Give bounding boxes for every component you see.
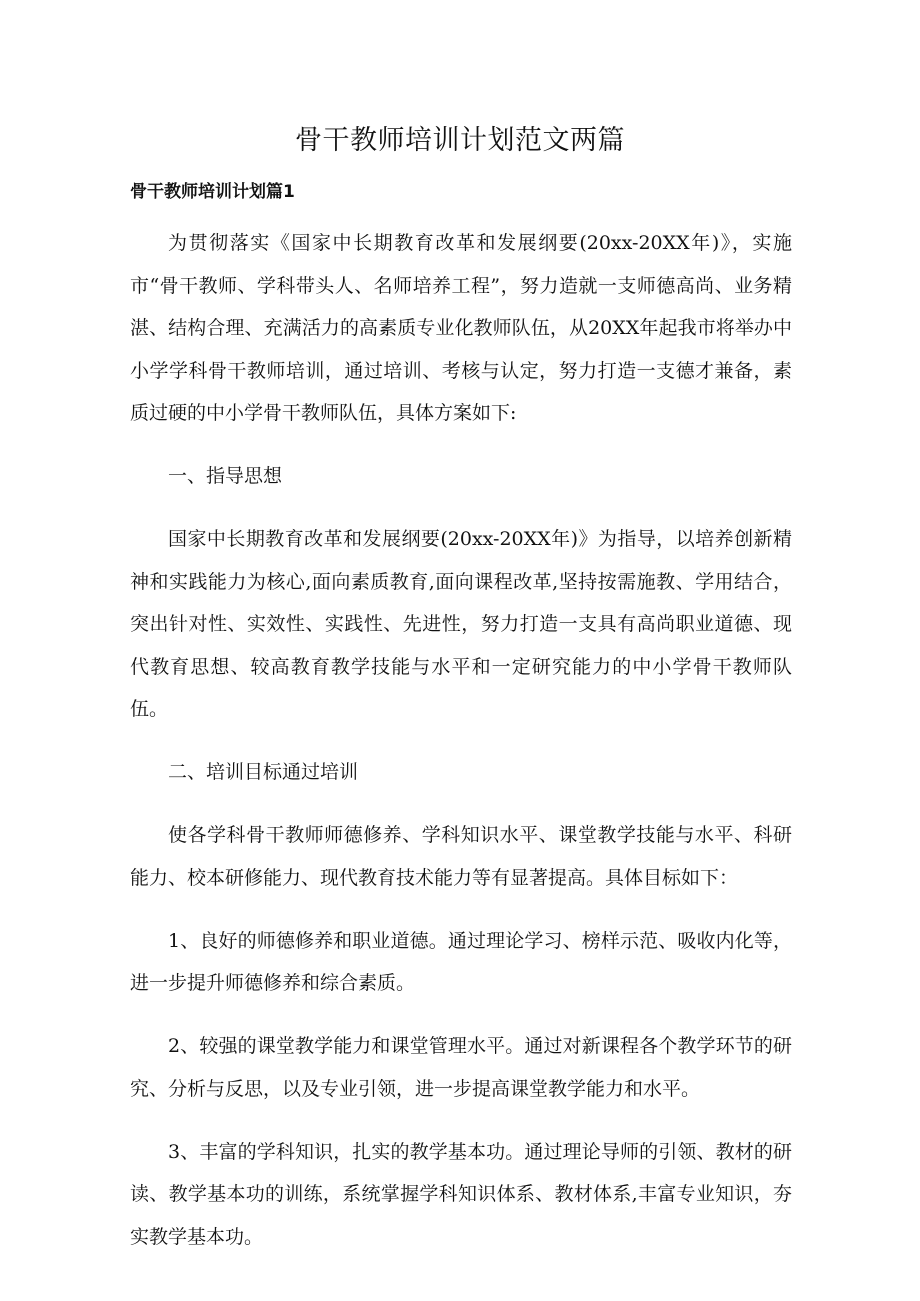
paragraph-intro: 为贯彻落实《国家中长期教育改革和发展纲要(20xx-20XX年)》，实施市“骨干教师、学科带头人、名师培养工程”，努力造就一支师德高尚、业务精湛、结构合理、充满活力的高素质专业化教师队伍，从20XX年起我市将举办中小学学科骨干教师培训，通过培训、考核与认定，努力打造一支德才兼备，素质过硬的中小学骨干教师队伍，具体方案如下:: [130, 232, 792, 424]
heading-guiding-ideology: 一、指导思想: [168, 465, 283, 487]
paragraph-goal-1: 1、良好的师德修养和职业道德。通过理论学习、榜样示范、吸收内化等，进一步提升师德修养和综合素质。: [130, 929, 792, 994]
heading-training-goals: 二、培训目标通过培训: [168, 761, 359, 783]
paragraph-training-goals: 使各学科骨干教师师德修养、学科知识水平、课堂教学技能与水平、科研能力、校本研修能力、现代教育技术能力等有显著提高。具体目标如下：: [130, 824, 792, 889]
document-title: 骨干教师培训计划范文两篇: [295, 125, 625, 156]
paragraph-goal-2: 2、较强的课堂教学能力和课堂管理水平。通过对新课程各个教学环节的研究、分析与反思，以及专业引领，进一步提高课堂教学能力和水平。: [130, 1035, 792, 1100]
paragraph-goal-3: 3、丰富的学科知识，扎实的教学基本功。通过理论导师的引领、教材的研读、教学基本功的训练，系统掌握学科知识体系、教材体系,丰富专业知识，夯实教学基本功。: [130, 1140, 792, 1248]
document-body: [130, 222, 792, 1279]
paragraph-guiding-ideology: 国家中长期教育改革和发展纲要(20xx-20XX年)》为指导，以培养创新精神和实践能力为核心,面向素质教育,面向课程改革,坚持按需施教、学用结合，突出针对性、实效性、实践性、先进性，努力打造一支具有高尚职业道德、现代教育思想、较高教育教学技能与水平和一定研究能力的中小学骨干教师队伍。: [130, 528, 792, 720]
section-heading: 骨干教师培训计划篇1: [130, 182, 295, 202]
